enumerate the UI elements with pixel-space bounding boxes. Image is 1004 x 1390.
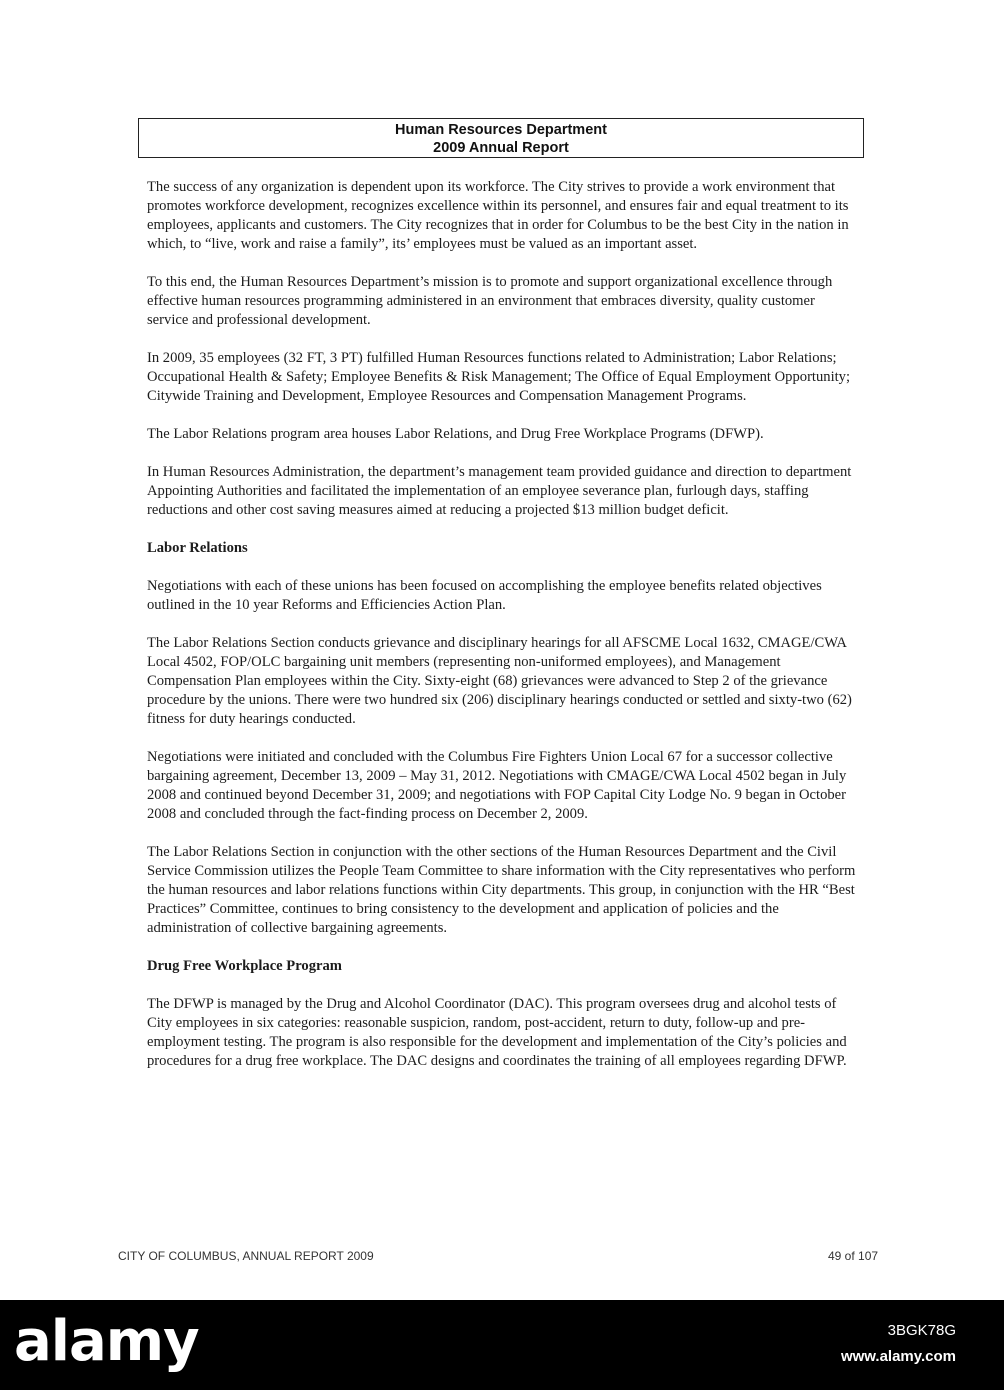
section-heading-labor-relations: Labor Relations (147, 540, 248, 556)
footer-report-name: CITY OF COLUMBUS, ANNUAL REPORT 2009 (118, 1249, 374, 1263)
footer-page-number: 49 of 107 (828, 1249, 879, 1263)
alamy-logo: alamy (14, 1309, 199, 1374)
paragraph: Negotiations were initiated and concluded with the Columbus Fire Fighters Union Local 67 for a successor collective bargaining agreement, December 13, 2009 – May 31, 2012. Negotiations with CMAGE/CWA Local 4502 began in July 2008 and continued beyond December 31, 2009; and negotiations with FOP Capital City Lodge No. 9 began in October 2008 and concluded through the fact-finding process on December 2, 2009. (147, 749, 847, 822)
paragraph: The Labor Relations Section in conjunction with the other sections of the Human Resources Department and the Civil Service Commission utilizes the People Team Committee to share information with the City representatives who perform the human resources and labor relations functions within City departments. This group, in conjunction with the HR “Best Practices” Committee, continues to bring consistency to the development and application of policies and the administration of collective bargaining agreements. (147, 844, 856, 936)
stock-watermark-banner (0, 1300, 1004, 1390)
report-subtitle: 2009 Annual Report (433, 140, 569, 156)
paragraph: The success of any organization is dependent upon its workforce. The City strives to provide a work environment that promotes workforce development, recognizes excellence within its personnel, and ensures fair and equal treatment to its employees, applicants and customers. The City recognizes that in order for Columbus to be the best City in the nation in which, to “live, work and raise a family”, its’ employees must be valued as an important asset. (147, 179, 849, 252)
section-heading-dfwp: Drug Free Workplace Program (147, 958, 342, 974)
paragraph: The Labor Relations Section conducts grievance and disciplinary hearings for all AFSCME Local 1632, CMAGE/CWA Local 4502, FOP/OLC bargaining unit members (representing non-uniformed employees), and Management Compensation Plan employees within the City. Sixty-eight (68) grievances were advanced to Step 2 of the grievance procedure by the unions. There were two hundred six (206) disciplinary hearings conducted or settled and sixty-two (62) fitness for duty hearings conducted. (147, 635, 852, 727)
watermark-url: www.alamy.com (840, 1348, 956, 1365)
paragraph: Negotiations with each of these unions has been focused on accomplishing the employee benefits related objectives outlined in the 10 year Reforms and Efficiencies Action Plan. (147, 578, 822, 613)
paragraph: In 2009, 35 employees (32 FT, 3 PT) fulfilled Human Resources functions related to Administration; Labor Relations; Occupational Health & Safety; Employee Benefits & Risk Management; The Office of Equal Employment Opportunity; Citywide Training and Development, Employee Resources and Compensation Management Programs. (147, 350, 851, 404)
paragraph: In Human Resources Administration, the department’s management team provided guidance and direction to department Appointing Authorities and facilitated the implementation of an employee severance plan, furlough days, staffing reductions and other cost saving measures aimed at reducing a projected $13 million budget deficit. (147, 464, 852, 518)
image-id: 3BGK78G (887, 1322, 956, 1339)
report-title-box (138, 118, 864, 158)
paragraph: To this end, the Human Resources Department’s mission is to promote and support organizational excellence through effective human resources programming administered in an environment that embraces diversity, quality customer service and professional development. (147, 274, 833, 328)
paragraph: The Labor Relations program area houses Labor Relations, and Drug Free Workplace Programs (DFWP). (147, 426, 764, 442)
report-body (147, 178, 859, 1090)
paragraph: The DFWP is managed by the Drug and Alcohol Coordinator (DAC). This program oversees drug and alcohol tests of City employees in six categories: reasonable suspicion, random, post-accident, return to duty, follow-up and pre-employment testing. The program is also responsible for the development and implementation of the City’s policies and procedures for a drug free workplace. The DAC designs and coordinates the training of all employees regarding DFWP. (147, 996, 847, 1069)
report-title: Human Resources Department (395, 122, 607, 138)
